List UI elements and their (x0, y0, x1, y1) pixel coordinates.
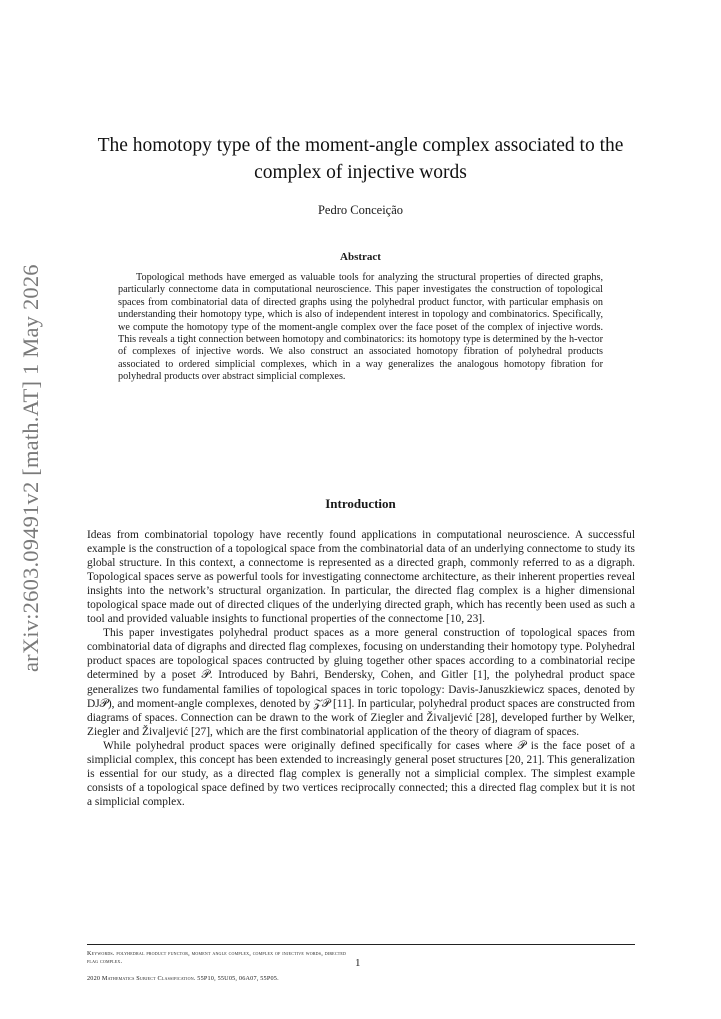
keywords-footnote: Keywords. polyhedral product functor, moment angle complex, complex of injective words, directed flag complex. (87, 950, 347, 965)
page-number: 1 (355, 957, 361, 969)
msc-classification: 2020 Mathematics Subject Classification. 55P10, 55U05, 06A07, 55P05. (87, 975, 279, 982)
abstract-text: Topological methods have emerged as valuable tools for analyzing the structural properties of directed graphs, particularly connectome data in computational neuroscience. This paper investigates the construction of topological spaces from combinatorial data of directed graphs using the polyhedral product functor, with particular emphasis on understanding their homotopy type, which is also of independent interest in topology and combinatorics. Specifically, we compute the homotopy type of the moment-angle complex over the face poset of the complex of injective words. This reveals a tight connection between homotopy and combinatorics: its homotopy type is determined by the h-vector of complexes of injective words. We also construct an associated homotopy fibration of polyhedral products associated to ordered simplicial complexes, which in a way generalizes the analogous homotopy fibration for polyhedral products over abstract simplicial complexes. (118, 272, 603, 383)
intro-paragraph: This paper investigates polyhedral product spaces as a more general construction of topological spaces from combinatorial data of digraphs and directed flag complexes, focusing on understanding their homotopy type. Polyhedral product spaces are topological spaces contructed by gluing together other spaces according to a combinatorial recipe determined by a poset 𝒫. Introduced by Bahri, Bendersky, Cohen, and Gitler [1], the polyhedral product space generalizes two fundamental families of topological spaces in toric topology: Davis-Januszkiewicz spaces, denoted by DJ𝒫), and moment-angle complexes, denoted by 𝒵𝒫 [11]. In particular, polyhedral product spaces are constructed from diagrams of spaces. Connection can be drawn to the work of Ziegler and Živaljević [28], developed further by Welker, Ziegler and Živaljević [27], which are the first combinatorial application of the theory of diagram of spaces. (87, 627, 635, 738)
intro-paragraph: While polyhedral product spaces were originally defined specifically for cases where 𝒫 is the face poset of a simplicial complex, this concept has been extended to increasingly general poset structures [20, 21]. This generalization is essential for our study, as a directed flag complex is generally not a simplicial complex. The simplest example consists of a topological space defined by two vertices reciprocally connected; this a directed flag complex but it is not a simplicial complex. (87, 739, 635, 808)
introduction-heading: Introduction (325, 496, 396, 511)
arxiv-stamp: arXiv:2603.09491v2 [math.AT] 1 May 2026 (18, 264, 43, 672)
author-name: Pedro Conceição (317, 203, 404, 217)
paper-title: The homotopy type of the moment-angle complex associated to the complex of injective words (97, 135, 624, 183)
footnote-rule (87, 944, 635, 945)
introduction-body (87, 528, 635, 809)
abstract-heading: Abstract (340, 251, 381, 263)
intro-paragraph: Ideas from combinatorial topology have recently found applications in computational neuroscience. A successful example is the construction of a topological space from the combinatorial data of an underlying connectome to study its global structure. In this context, a connectome is represented as a directed graph, commonly referred to as a digraph. Topological spaces serve as powerful tools for investigating connectome architecture, as their inherent properties reveal insights into the network’s structural organization. In particular, the directed flag complex is a higher dimensional topological space made out of directed cliques of the underlying directed graph, which has recently been used as such a tool and provided valuable insights to functional properties of the connectome [10, 23]. (87, 529, 635, 626)
